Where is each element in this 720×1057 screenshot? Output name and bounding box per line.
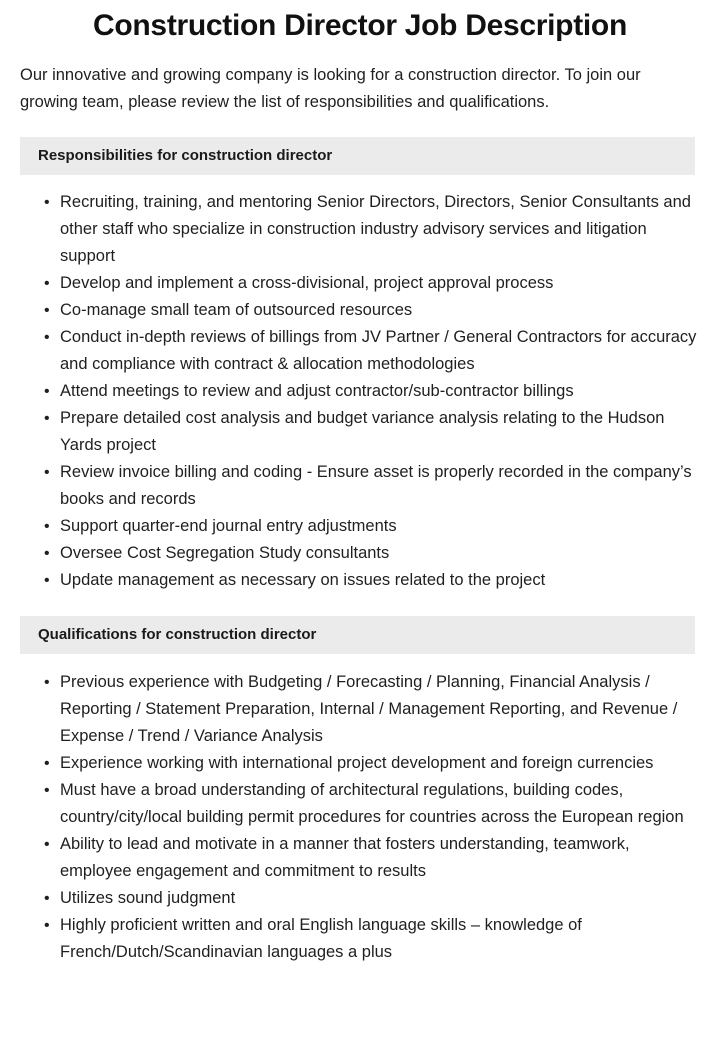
list-item: • Recruiting, training, and mentoring Senior Directors, Directors, Senior Consultants and other staff who specialize in construction industry advisory services and litigation support	[44, 189, 702, 270]
list-item: • Develop and implement a cross-divisional, project approval process	[44, 270, 702, 297]
section-responsibilities	[0, 137, 720, 594]
list-item: • Co-manage small team of outsourced resources	[44, 297, 702, 324]
list-item: • Previous experience with Budgeting / Forecasting / Planning, Financial Analysis / Reporting / Statement Preparation, Internal / Management Reporting, and Revenue / Expense / Trend / Variance Analysis	[44, 669, 702, 750]
section-qualifications	[0, 616, 720, 966]
section-heading-responsibilities: Responsibilities for construction director	[20, 137, 695, 175]
qualifications-list	[0, 654, 720, 966]
list-item: • Highly proficient written and oral English language skills – knowledge of French/Dutch/Scandinavian languages a plus	[44, 912, 702, 966]
list-item: • Attend meetings to review and adjust contractor/sub-contractor billings	[44, 378, 702, 405]
page-title: Construction Director Job Description	[93, 9, 627, 42]
list-item: • Experience working with international project development and foreign currencies	[44, 750, 702, 777]
intro-paragraph: Our innovative and growing company is looking for a construction director. To join our growing team, please review the list of responsibilities and qualifications.	[20, 66, 641, 111]
list-item: • Support quarter-end journal entry adjustments	[44, 513, 702, 540]
responsibilities-list	[0, 175, 720, 594]
list-item: • Prepare detailed cost analysis and budget variance analysis relating to the Hudson Yards project	[44, 405, 702, 459]
list-item: • Ability to lead and motivate in a manner that fosters understanding, teamwork, employee engagement and commitment to results	[44, 831, 702, 885]
list-item: • Oversee Cost Segregation Study consultants	[44, 540, 702, 567]
list-item: • Update management as necessary on issues related to the project	[44, 567, 702, 594]
list-item: • Conduct in-depth reviews of billings from JV Partner / General Contractors for accuracy and compliance with contract & allocation methodologies	[44, 324, 702, 378]
list-item: • Review invoice billing and coding - Ensure asset is properly recorded in the company’s books and records	[44, 459, 702, 513]
list-item: • Utilizes sound judgment	[44, 885, 702, 912]
section-heading-qualifications: Qualifications for construction director	[20, 616, 695, 654]
list-item: • Must have a broad understanding of architectural regulations, building codes, country/city/local building permit procedures for countries across the European region	[44, 777, 702, 831]
